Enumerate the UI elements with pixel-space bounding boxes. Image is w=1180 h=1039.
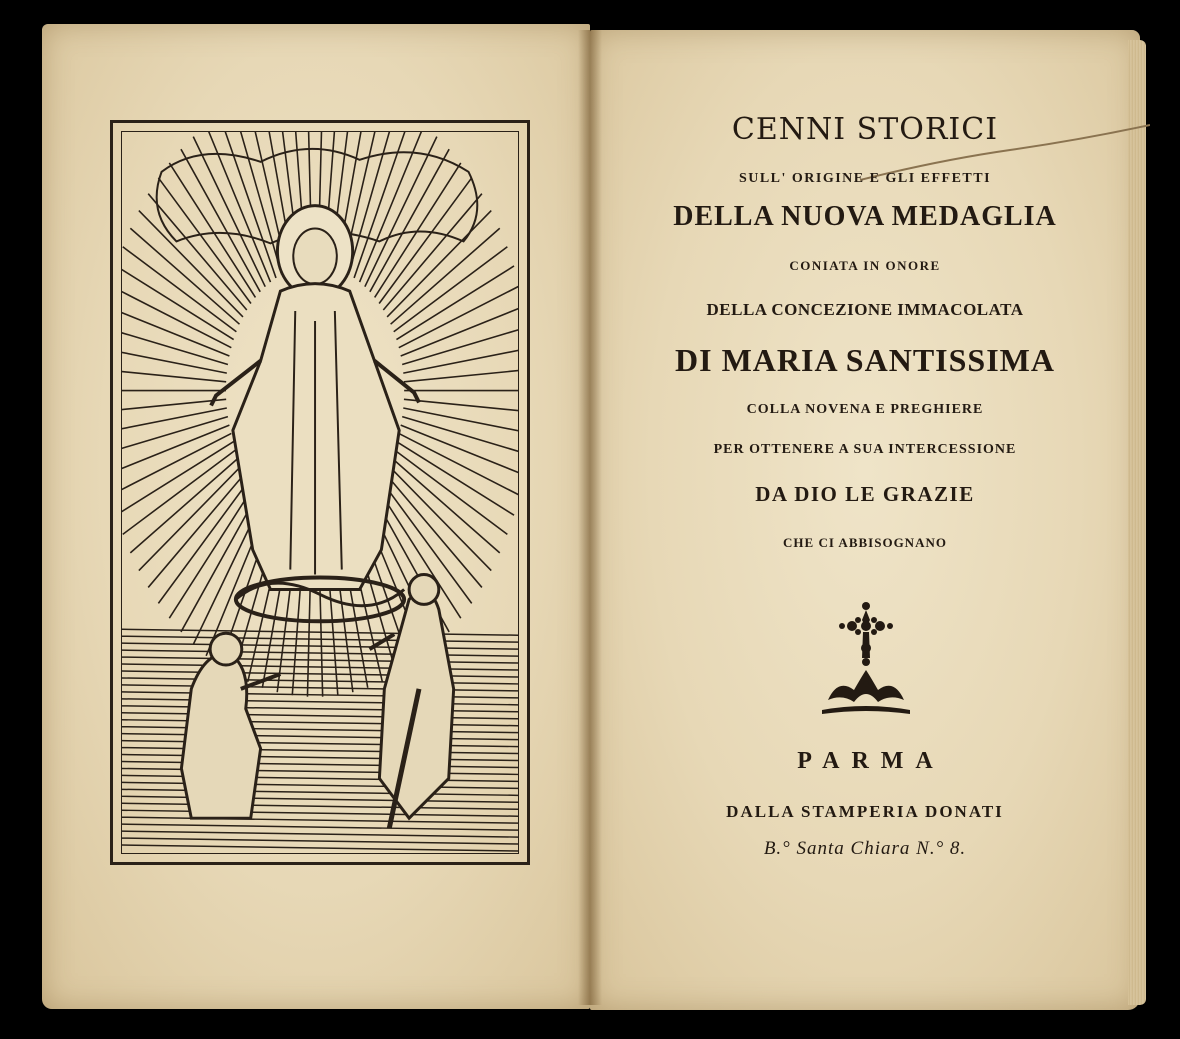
frontispiece-woodcut bbox=[110, 120, 530, 865]
title-line-3: DELLA NUOVA MEDAGLIA bbox=[673, 201, 1057, 232]
title-line-4: CONIATA IN ONORE bbox=[789, 258, 941, 273]
imprint-address: B.° Santa Chiara N.° 8. bbox=[763, 838, 967, 859]
fleuron-cross-icon bbox=[818, 598, 914, 720]
woodcut-inner-frame bbox=[121, 131, 519, 854]
title-line-1: CENNI STORICI bbox=[731, 112, 999, 147]
title-line-6: DI MARIA SANTISSIMA bbox=[675, 342, 1055, 378]
title-line-2: SULL' ORIGINE E GLI EFFETTI bbox=[738, 171, 992, 186]
title-line-9: DA DIO LE GRAZIE bbox=[755, 482, 975, 506]
title-line-5: DELLA CONCEZIONE IMMACOLATA bbox=[706, 300, 1024, 319]
woodcut-image bbox=[122, 132, 518, 853]
imprint-printer: DALLA STAMPERIA DONATI bbox=[726, 802, 1004, 821]
title-line-8: PER OTTENERE A SUA INTERCESSIONE bbox=[713, 442, 1017, 457]
imprint-place: PARMA bbox=[797, 748, 945, 774]
title-line-10: CHE CI ABBISOGNANO bbox=[783, 535, 947, 550]
title-line-7: COLLA NOVENA E PREGHIERE bbox=[746, 402, 984, 417]
